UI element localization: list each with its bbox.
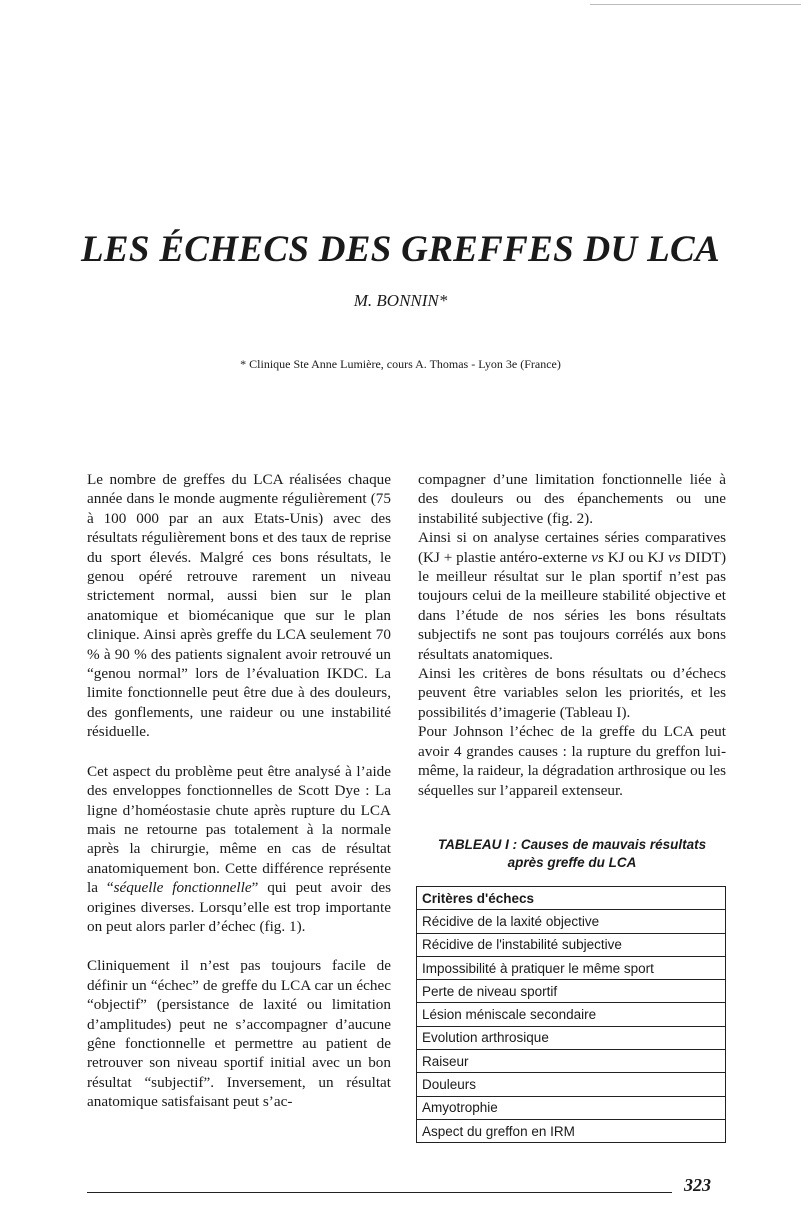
table-cell: Aspect du greffon en IRM — [417, 1119, 726, 1142]
top-edge-rule — [590, 4, 801, 5]
text-run: Ainsi si on analyse certaines séries comparatives (KJ + plastie antéro-externe — [418, 529, 726, 566]
table-cell: Perte de niveau sportif — [417, 980, 726, 1003]
paragraph-comparative-series — [418, 528, 726, 664]
table-row — [417, 980, 726, 1003]
table-row — [417, 1096, 726, 1119]
text-run: Cet aspect du problème peut être analysé à l’aide des enveloppes fonctionnelles de Scott Dye : La ligne d’homéostasie chute après rupture du LCA mais ne retourne pas totalement à la normale après la chirurgie, même en cas de résultat anatomiquement bon. Cette différence représente la “ — [87, 762, 391, 897]
emphasis-vs: vs — [591, 548, 604, 566]
caption-line: après greffe du LCA — [507, 855, 637, 870]
footer-rule — [87, 1192, 672, 1193]
table-row — [417, 933, 726, 956]
table-row — [417, 1119, 726, 1142]
table-caption — [418, 836, 726, 872]
author-name: M. BONNIN* — [353, 291, 448, 310]
paragraph-scott-dye — [87, 762, 391, 937]
failure-criteria-table — [416, 886, 726, 1143]
paragraph-johnson: Pour Johnson l’échec de la greffe du LCA peut avoir 4 grandes causes : la rupture du greffon lui-même, la raideur, la dégradation arthrosique ou les séquelles sur l’appareil extenseur. — [418, 723, 726, 799]
table-cell: Evolution arthrosique — [417, 1026, 726, 1049]
paragraph-criteria: Ainsi les critères de bons résultats ou d’échecs peuvent être variables selon les priorités, et les possibilités d’imagerie (Tableau I). — [418, 665, 726, 721]
emphasis-vs: vs — [668, 548, 681, 566]
table-cell: Douleurs — [417, 1073, 726, 1096]
paragraph-clinical-definition: Cliniquement il n’est pas toujours facile de définir un “échec” de greffe du LCA car un échec “objectif” (persistance de laxité ou limitation d’amplitudes) peut ne s’accompagner d’aucune gêne fonctionnelle et permettre au patient de retrouver son niveau sportif initial avec un bon résultat “subjectif”. Inversement, un résultat anatomique satisfaisant peut s’ac- — [87, 957, 391, 1111]
table-row — [417, 910, 726, 933]
paragraph-intro: Le nombre de greffes du LCA réalisées chaque année dans le monde augmente régulièrement (75 à 100 000 par an aux Etats-Unis) avec des résultats régulièrement bons et des taux de reprise du sport élevés. Malgré ces bons résultats, le genou opéré retrouve rarement un niveau strictement normal, aussi bien sur le plan anatomique et biomécanique que sur le plan clinique. Ainsi après greffe du LCA seulement 70 % à 90 % des patients signalent avoir retrouvé un “genou normal” lors de l’évaluation IKDC. La limite fonctionnelle peut être due à des douleurs, des gonflements, une raideur ou une instabilité résiduelle. — [87, 471, 391, 741]
table-cell: Raiseur — [417, 1050, 726, 1073]
table-cell: Amyotrophie — [417, 1096, 726, 1119]
table-header-row — [417, 887, 726, 910]
text-run: KJ ou KJ — [603, 548, 669, 566]
table-cell: Récidive de l'instabilité subjective — [417, 933, 726, 956]
paragraph-continuation: compagner d’une limitation fonctionnelle liée à des douleurs ou des épanchements ou une instabilité subjective (fig. 2). — [418, 471, 726, 527]
table-row — [417, 1003, 726, 1026]
page-number: 323 — [684, 1175, 711, 1195]
article-title: LES ÉCHECS DES GREFFES DU LCA — [81, 229, 720, 270]
table-row — [417, 956, 726, 979]
caption-line: TABLEAU I : Causes de mauvais résultats — [437, 837, 707, 852]
table-cell: Impossibilité à pratiquer le même sport — [417, 956, 726, 979]
text-run: DIDT) le meilleur résultat sur le plan sportif n’est pas toujours celui de la meilleure stabilité objective et dans l’étude de nos séries les bons résultats subjectifs ne sont pas toujours corrélés aux bons résultats anatomiques. — [418, 548, 726, 663]
text-run: ” qui peut avoir des origines diverses. Lorsqu’elle est trop importante on peut alors parler d’échec (fig. 1). — [87, 879, 391, 935]
table-cell: Récidive de la laxité objective — [417, 910, 726, 933]
emphasis-sequelle: séquelle fonctionnelle — [113, 879, 252, 897]
author-affiliation: * Clinique Ste Anne Lumière, cours A. Thomas - Lyon 3e (France) — [240, 357, 561, 371]
table-row — [417, 1073, 726, 1096]
right-text-column — [418, 470, 726, 800]
left-text-column — [87, 470, 391, 1112]
table-cell: Lésion méniscale secondaire — [417, 1003, 726, 1026]
table-header-cell: Critères d'échecs — [417, 887, 726, 910]
table-row — [417, 1026, 726, 1049]
table-row — [417, 1050, 726, 1073]
